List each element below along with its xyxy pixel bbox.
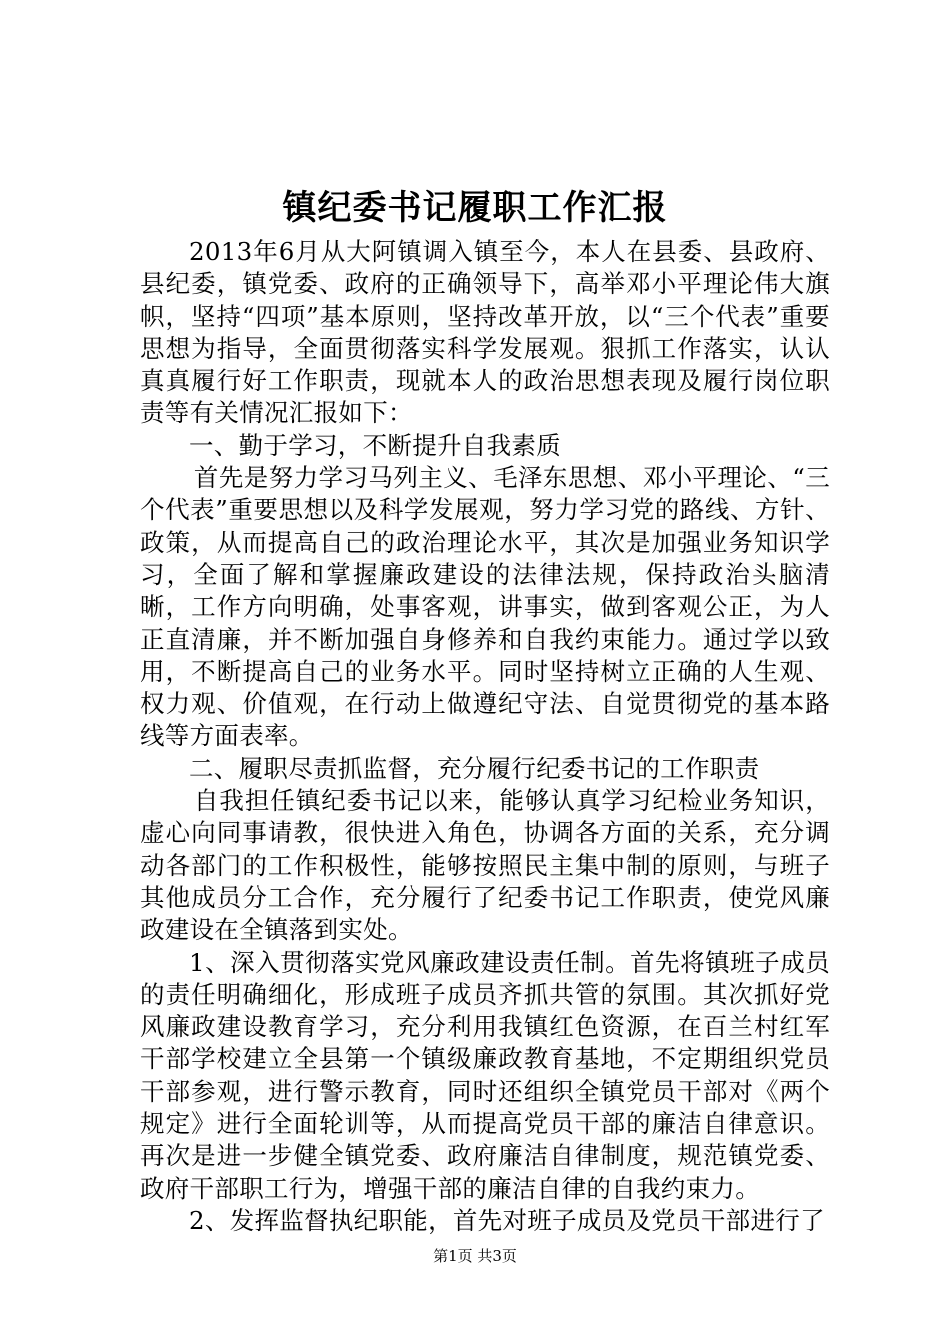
- paragraph-intro: 2013年6月从大阿镇调入镇至今，本人在县委、县政府、县纪委，镇党委、政府的正确领导下，高举邓小平理论伟大旗帜，坚持“四项”基本原则，坚持改革开放，以“三个代表”重要思想为指导，全面贯彻落实科学发展观。狠抓工作落实，认认真真履行好工作职责，现就本人的政治思想表现及履行岗位职责等有关情况汇报如下：: [140, 237, 830, 428]
- document-body: [140, 236, 830, 1237]
- paragraph-item-2: 2、发挥监督执纪职能，首先对班子成员及党员干部进行了: [189, 1205, 825, 1235]
- document-title: 镇纪委书记履职工作汇报: [282, 188, 668, 228]
- paragraph-study: 首先是努力学习马列主义、毛泽东思想、邓小平理论、“三个代表”重要思想以及科学发展观，努力学习党的路线、方针、政策，从而提高自己的政治理论水平，其次是加强业务知识学习，全面了解和掌握廉政建设的法律法规，保持政治头脑清晰，工作方向明确，处事客观，讲事实，做到客观公正，为人正直清廉，并不断加强自身修养和自我约束能力。通过学以致用，不断提高自己的业务水平。同时坚持树立正确的人生观、权力观、价值观，在行动上做遵纪守法、自觉贯彻党的基本路线等方面表率。: [140, 463, 830, 751]
- section-heading-2: 二、履职尽责抓监督，充分履行纪委书记的工作职责: [189, 753, 760, 783]
- page-footer: 第1页 共3页: [433, 1247, 517, 1265]
- paragraph-duties: 自我担任镇纪委书记以来，能够认真学习纪检业务知识，虚心向同事请教，很快进入角色，协调各方面的关系，充分调动各部门的工作积极性，能够按照民主集中制的原则，与班子其他成员分工合作，充分履行了纪委书记工作职责，使党风廉政建设在全镇落到实处。: [140, 786, 830, 945]
- paragraph-item-1: 1、深入贯彻落实党风廉政建设责任制。首先将镇班子成员的责任明确细化，形成班子成员齐抓共管的氛围。其次抓好党风廉政建设教育学习，充分利用我镇红色资源，在百兰村红军干部学校建立全县第一个镇级廉政教育基地，不定期组织党员干部参观，进行警示教育，同时还组织全镇党员干部对《两个规定》进行全面轮训等，从而提高党员干部的廉洁自律意识。再次是进一步健全镇党委、政府廉洁自律制度，规范镇党委、政府干部职工行为，增强干部的廉洁自律的自我约束力。: [140, 947, 830, 1203]
- section-heading-1: 一、勤于学习，不断提升自我素质: [189, 430, 561, 460]
